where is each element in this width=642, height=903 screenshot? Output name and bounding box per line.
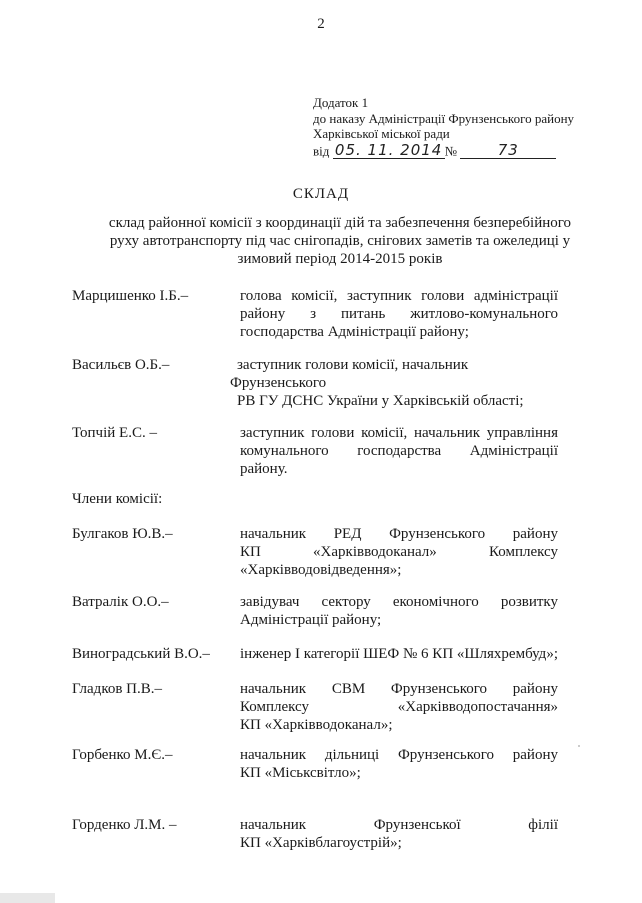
- addendum-line-3: Харківської міської ради: [313, 126, 450, 141]
- role-line: Адміністрації району;: [240, 612, 382, 628]
- role-line: комунального господарства Адміністрації: [240, 443, 558, 459]
- role-line: інженер І категорії ШЕФ № 6 КП «Шляхрембуд»;: [240, 646, 558, 662]
- subtitle-line: зимовий період 2014-2015 років: [237, 251, 443, 267]
- member-role: [240, 680, 558, 734]
- subtitle-line: склад районної комісії з координації дій та забезпечення безперебійного: [108, 215, 572, 231]
- addendum-date-line: [313, 140, 613, 159]
- member-name: Горбенко М.Є.–: [72, 747, 173, 763]
- member-name: Виноградський В.О.–: [72, 646, 210, 662]
- role-line: начальник дільниці Фрунзенського району: [240, 747, 558, 763]
- member-name: Марцишенко І.Б.–: [72, 288, 189, 304]
- addendum-line-1: Додаток 1: [313, 95, 369, 110]
- addendum-block: [313, 95, 613, 159]
- member-role: [240, 816, 558, 852]
- member-role: [240, 645, 562, 663]
- member-name: Горденко Л.М. –: [72, 817, 177, 833]
- member-role: [240, 287, 558, 341]
- role-line: району.: [240, 461, 288, 477]
- role-line: району з питань житлово-комунального: [240, 306, 558, 322]
- member-name: Ватралік О.О.–: [72, 594, 169, 610]
- role-line: господарства Адміністрації району;: [240, 324, 469, 340]
- addendum-line-2: до наказу Адміністрації Фрунзенського району: [313, 110, 575, 126]
- member-name: Булгаков Ю.В.–: [72, 526, 173, 542]
- scan-speck: [578, 745, 580, 747]
- role-line: КП «Харківводоканал» Комплексу: [240, 544, 558, 560]
- member-role: [240, 424, 558, 478]
- role-line: начальник СВМ Фрунзенського району: [240, 681, 558, 697]
- role-line: заступник голови комісії, начальник управління: [240, 425, 558, 441]
- member-role: [240, 746, 558, 782]
- member-role: [240, 593, 558, 629]
- members-heading: Члени комісії:: [72, 491, 163, 507]
- role-line: завідувач сектору економічного розвитку: [240, 594, 558, 610]
- role-line: голова комісії, заступник голови адміністрації: [240, 288, 558, 304]
- date-prefix: від: [313, 143, 330, 158]
- member-role: [240, 525, 558, 579]
- role-line: начальник Фрунзенської філії: [240, 817, 558, 833]
- role-line: КП «Харківводоканал»;: [240, 717, 393, 733]
- role-line: Фрунзенського: [230, 375, 327, 391]
- page-number: 2: [317, 16, 325, 32]
- role-line: Комплексу «Харківводопостачання»: [240, 699, 558, 715]
- subtitle-line: руху автотранспорту під час снігопадів, снігових заметів та ожеледиці у: [109, 233, 571, 249]
- document-title: СКЛАД: [292, 186, 350, 202]
- scan-edge-shadow: [0, 893, 55, 903]
- role-line: КП «Міськсвітло»;: [240, 765, 361, 781]
- handwritten-number: 73: [460, 143, 556, 159]
- document-subtitle: [60, 214, 620, 268]
- handwritten-date: 05. 11. 2014: [333, 143, 445, 159]
- role-line: начальник РЕД Фрунзенського району: [240, 526, 558, 542]
- role-line: КП «Харківблагоустрій»;: [240, 835, 402, 851]
- member-role: [230, 356, 560, 410]
- role-line: РВ ГУ ДСНС України у Харківській області;: [237, 393, 524, 409]
- role-line: «Харківводовідведення»;: [240, 562, 402, 578]
- member-name: Гладков П.В.–: [72, 681, 163, 697]
- member-name: Топчій Е.С. –: [72, 425, 157, 441]
- number-prefix: №: [444, 143, 458, 158]
- role-line: заступник голови комісії, начальник: [237, 357, 469, 373]
- member-name: Васильєв О.Б.–: [72, 357, 170, 373]
